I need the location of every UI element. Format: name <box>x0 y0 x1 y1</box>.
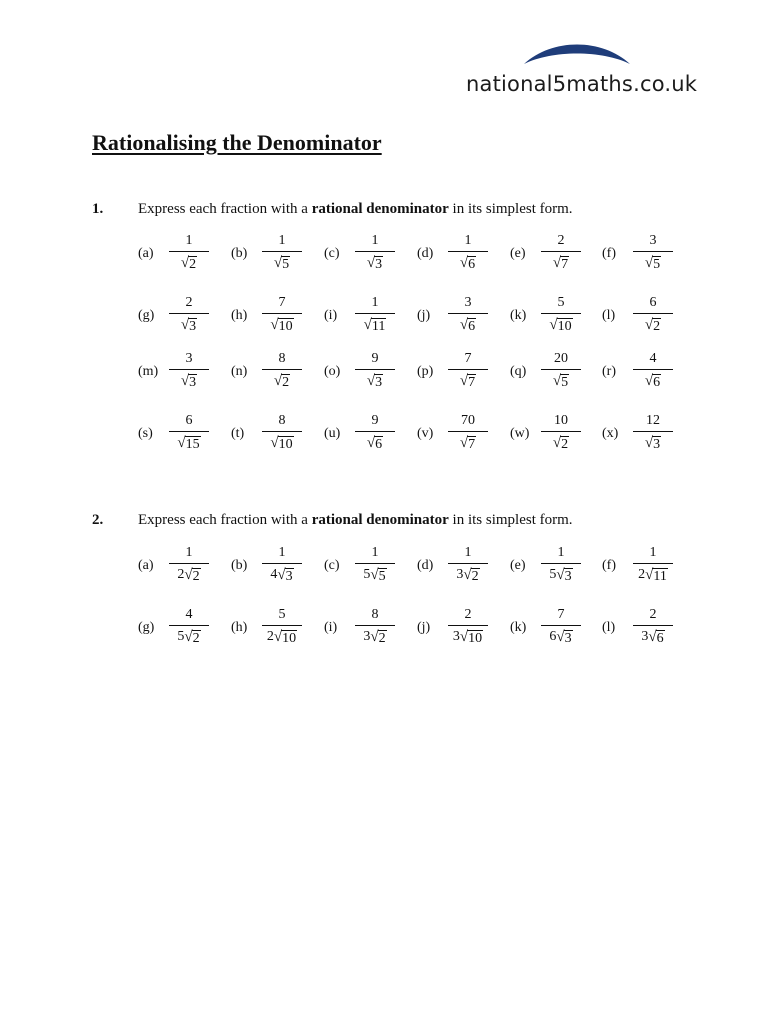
problem-label: (v) <box>417 426 434 441</box>
problem-label: (w) <box>510 426 530 441</box>
problem-label: (t) <box>231 426 245 441</box>
radicand: 3 <box>375 257 383 272</box>
instruction-text: in its simplest form. <box>448 512 573 528</box>
radicand: 7 <box>561 257 569 272</box>
denominator-coefficient: 3 <box>452 629 460 644</box>
problem-row <box>0 352 768 392</box>
fraction-numerator: 1 <box>371 295 379 310</box>
fraction <box>355 414 395 452</box>
fraction <box>633 296 673 334</box>
question-number: 2. <box>92 512 104 528</box>
fraction-numerator: 8 <box>278 413 286 428</box>
radical-sign-icon: √ <box>370 629 379 645</box>
fraction-numerator: 1 <box>557 545 565 560</box>
fraction <box>448 608 488 646</box>
radical-sign-icon: √ <box>366 435 376 451</box>
radical-sign-icon: √ <box>270 317 279 333</box>
radicand: 2 <box>378 631 386 646</box>
fraction-denominator <box>641 626 664 646</box>
radical-sign-icon: √ <box>552 373 562 389</box>
radical-sign-icon: √ <box>549 317 558 333</box>
problem-label: (x) <box>602 426 619 441</box>
square-root <box>645 436 661 452</box>
radicand: 10 <box>282 631 297 646</box>
fraction <box>633 608 673 646</box>
fraction-numerator: 1 <box>464 545 472 560</box>
fraction-denominator <box>181 370 197 390</box>
problem-label: (o) <box>324 364 341 379</box>
radical-sign-icon: √ <box>459 373 469 389</box>
radical-sign-icon: √ <box>463 567 472 583</box>
fraction-denominator <box>456 564 479 584</box>
denominator-coefficient: 3 <box>363 629 371 644</box>
radical-sign-icon: √ <box>459 317 469 333</box>
radical-sign-icon: √ <box>363 317 372 333</box>
radical-sign-icon: √ <box>270 435 279 451</box>
fraction-denominator <box>367 370 383 390</box>
radical-sign-icon: √ <box>644 255 654 271</box>
radical-sign-icon: √ <box>273 629 283 645</box>
square-root <box>553 374 569 390</box>
instruction-bold-text: rational denominator <box>311 201 449 217</box>
fraction-denominator <box>453 626 483 646</box>
square-root <box>270 318 293 334</box>
radicand: 2 <box>471 569 479 584</box>
radicand: 3 <box>564 569 572 584</box>
square-root <box>370 568 386 584</box>
square-root <box>645 318 661 334</box>
radicand: 6 <box>375 437 383 452</box>
problem-label: (g) <box>138 620 155 635</box>
denominator-coefficient: 4 <box>270 567 278 582</box>
denominator-coefficient: 5 <box>363 567 371 582</box>
radicand: 15 <box>185 437 200 452</box>
fraction <box>169 414 209 452</box>
fraction-denominator <box>638 564 668 584</box>
square-root <box>645 256 661 272</box>
radical-sign-icon: √ <box>366 373 376 389</box>
fraction-numerator: 7 <box>464 351 472 366</box>
problem-label: (q) <box>510 364 527 379</box>
fraction-numerator: 1 <box>278 545 286 560</box>
radicand: 2 <box>192 569 200 584</box>
square-root <box>460 436 476 452</box>
fraction-numerator: 2 <box>649 607 657 622</box>
fraction <box>541 296 581 334</box>
radical-sign-icon: √ <box>370 567 379 583</box>
fraction-denominator <box>549 564 572 584</box>
radical-sign-icon: √ <box>644 317 654 333</box>
fraction-numerator: 5 <box>278 607 286 622</box>
fraction-numerator: 7 <box>278 295 286 310</box>
fraction-numerator: 2 <box>185 295 193 310</box>
problem-label: (k) <box>510 620 527 635</box>
square-root <box>553 256 569 272</box>
problem-label: (e) <box>510 246 526 261</box>
problem-label: (b) <box>231 246 248 261</box>
fraction <box>448 546 488 584</box>
denominator-coefficient: 3 <box>456 567 464 582</box>
fraction-denominator <box>181 252 197 272</box>
fraction-numerator: 7 <box>557 607 565 622</box>
fraction-numerator: 12 <box>646 413 660 428</box>
fraction-denominator <box>177 626 200 646</box>
radicand: 7 <box>468 437 476 452</box>
fraction-numerator: 9 <box>371 351 379 366</box>
swoosh-logo-icon <box>522 44 632 66</box>
square-root <box>274 256 290 272</box>
fraction <box>169 352 209 390</box>
square-root <box>184 630 200 646</box>
fraction <box>262 352 302 390</box>
square-root <box>645 374 661 390</box>
fraction <box>262 296 302 334</box>
fraction-denominator <box>177 432 200 452</box>
radical-sign-icon: √ <box>277 567 286 583</box>
problem-label: (h) <box>231 308 248 323</box>
problem-label: (h) <box>231 620 248 635</box>
problem-label: (c) <box>324 558 340 573</box>
square-root <box>645 568 668 584</box>
fraction-numerator: 6 <box>649 295 657 310</box>
square-root <box>370 630 386 646</box>
fraction-denominator <box>270 564 293 584</box>
fraction <box>541 608 581 646</box>
fraction-numerator: 3 <box>185 351 193 366</box>
fraction-denominator <box>181 314 197 334</box>
denominator-coefficient: 5 <box>177 629 185 644</box>
radicand: 10 <box>278 319 293 334</box>
denominator-coefficient: 2 <box>177 567 185 582</box>
square-root <box>556 630 572 646</box>
fraction-numerator: 2 <box>557 233 565 248</box>
fraction-numerator: 4 <box>649 351 657 366</box>
instruction-bold-text: rational denominator <box>311 512 449 528</box>
fraction-denominator <box>645 252 661 272</box>
denominator-coefficient: 6 <box>549 629 557 644</box>
radicand: 3 <box>653 437 661 452</box>
radical-sign-icon: √ <box>273 255 283 271</box>
radical-sign-icon: √ <box>556 567 565 583</box>
radicand: 2 <box>653 319 661 334</box>
fraction-numerator: 1 <box>464 233 472 248</box>
fraction-denominator <box>460 252 476 272</box>
fraction <box>448 352 488 390</box>
fraction-numerator: 3 <box>464 295 472 310</box>
problem-label: (n) <box>231 364 248 379</box>
page-title: Rationalising the Denominator <box>92 130 382 155</box>
radical-sign-icon: √ <box>180 317 190 333</box>
radical-sign-icon: √ <box>180 373 190 389</box>
fraction-numerator: 1 <box>278 233 286 248</box>
fraction-denominator <box>274 252 290 272</box>
square-root <box>274 630 297 646</box>
fraction <box>633 546 673 584</box>
radicand: 11 <box>653 569 667 584</box>
problem-label: (a) <box>138 246 154 261</box>
fraction-denominator <box>549 314 572 334</box>
radicand: 2 <box>192 631 200 646</box>
radicand: 6 <box>468 319 476 334</box>
square-root <box>177 436 200 452</box>
radicand: 2 <box>189 257 197 272</box>
radical-sign-icon: √ <box>556 629 565 645</box>
radicand: 5 <box>378 569 386 584</box>
problem-label: (f) <box>602 246 616 261</box>
denominator-coefficient: 2 <box>638 567 646 582</box>
site-name: national5maths.co.uk <box>466 72 698 96</box>
problem-label: (r) <box>602 364 616 379</box>
radicand: 5 <box>653 257 661 272</box>
radicand: 6 <box>656 631 664 646</box>
instruction-text: Express each fraction with a <box>138 201 312 217</box>
square-root <box>463 568 479 584</box>
instruction-text: Express each fraction with a <box>138 512 312 528</box>
radical-sign-icon: √ <box>180 255 190 271</box>
radical-sign-icon: √ <box>552 435 562 451</box>
fraction <box>633 234 673 272</box>
fraction-denominator <box>645 314 661 334</box>
problem-label: (l) <box>602 620 616 635</box>
fraction-denominator <box>274 370 290 390</box>
square-root <box>181 374 197 390</box>
question-instruction <box>138 512 573 529</box>
fraction-denominator <box>645 370 661 390</box>
radicand: 5 <box>282 257 290 272</box>
denominator-coefficient: 5 <box>549 567 557 582</box>
fraction-numerator: 1 <box>185 233 193 248</box>
fraction-denominator <box>270 314 293 334</box>
radicand: 10 <box>468 631 483 646</box>
fraction <box>355 352 395 390</box>
square-root <box>181 318 197 334</box>
square-root <box>274 374 290 390</box>
radicand: 6 <box>468 257 476 272</box>
radical-sign-icon: √ <box>184 629 193 645</box>
denominator-coefficient: 3 <box>641 629 649 644</box>
fraction-denominator <box>367 432 383 452</box>
fraction-denominator <box>645 432 661 452</box>
square-root <box>549 318 572 334</box>
radical-sign-icon: √ <box>177 435 186 451</box>
fraction <box>169 608 209 646</box>
fraction-numerator: 3 <box>649 233 657 248</box>
radical-sign-icon: √ <box>184 567 193 583</box>
radicand: 11 <box>371 319 386 334</box>
problem-label: (m) <box>138 364 159 379</box>
fraction <box>541 352 581 390</box>
fraction <box>633 352 673 390</box>
fraction <box>169 234 209 272</box>
problem-label: (p) <box>417 364 434 379</box>
site-logo <box>462 44 702 100</box>
problem-label: (a) <box>138 558 154 573</box>
fraction-numerator: 9 <box>371 413 379 428</box>
radical-sign-icon: √ <box>648 629 657 645</box>
square-root <box>460 318 476 334</box>
fraction <box>541 234 581 272</box>
fraction-numerator: 1 <box>185 545 193 560</box>
square-root <box>556 568 572 584</box>
radicand: 10 <box>278 437 293 452</box>
fraction <box>262 414 302 452</box>
radicand: 3 <box>285 569 293 584</box>
fraction-denominator <box>267 626 297 646</box>
fraction <box>448 414 488 452</box>
radicand: 2 <box>561 437 569 452</box>
problem-label: (b) <box>231 558 248 573</box>
square-root <box>364 318 387 334</box>
fraction-numerator: 4 <box>185 607 193 622</box>
problem-label: (d) <box>417 246 434 261</box>
radical-sign-icon: √ <box>552 255 562 271</box>
problem-label: (i) <box>324 620 338 635</box>
fraction-denominator <box>177 564 200 584</box>
radicand: 7 <box>468 375 476 390</box>
fraction-numerator: 1 <box>371 233 379 248</box>
square-root <box>648 630 664 646</box>
fraction-numerator: 8 <box>278 351 286 366</box>
radicand: 3 <box>564 631 572 646</box>
radical-sign-icon: √ <box>459 435 469 451</box>
problem-label: (k) <box>510 308 527 323</box>
fraction <box>262 608 302 646</box>
square-root <box>367 256 383 272</box>
radicand: 10 <box>557 319 572 334</box>
fraction-denominator <box>553 370 569 390</box>
fraction <box>541 546 581 584</box>
fraction-denominator <box>364 314 387 334</box>
radical-sign-icon: √ <box>459 255 469 271</box>
fraction <box>355 296 395 334</box>
fraction-numerator: 10 <box>554 413 568 428</box>
problem-label: (j) <box>417 620 431 635</box>
problem-row <box>0 414 768 454</box>
problem-label: (e) <box>510 558 526 573</box>
radical-sign-icon: √ <box>644 373 654 389</box>
fraction <box>262 546 302 584</box>
radicand: 3 <box>375 375 383 390</box>
fraction-denominator <box>363 564 386 584</box>
fraction <box>541 414 581 452</box>
radicand: 3 <box>189 319 197 334</box>
problem-label: (c) <box>324 246 340 261</box>
square-root <box>460 256 476 272</box>
problem-label: (s) <box>138 426 153 441</box>
fraction-denominator <box>460 370 476 390</box>
fraction-denominator <box>270 432 293 452</box>
radicand: 2 <box>282 375 290 390</box>
radical-sign-icon: √ <box>645 567 654 583</box>
radical-sign-icon: √ <box>644 435 654 451</box>
question-number: 1. <box>92 201 104 217</box>
fraction-numerator: 6 <box>185 413 193 428</box>
square-root <box>367 374 383 390</box>
problem-label: (g) <box>138 308 155 323</box>
problem-label: (l) <box>602 308 616 323</box>
square-root <box>553 436 569 452</box>
question-instruction <box>138 201 573 218</box>
fraction <box>355 608 395 646</box>
radical-sign-icon: √ <box>459 629 469 645</box>
problem-label: (f) <box>602 558 616 573</box>
fraction-denominator <box>549 626 572 646</box>
problem-row <box>0 608 768 648</box>
radicand: 3 <box>189 375 197 390</box>
problem-label: (d) <box>417 558 434 573</box>
fraction <box>169 546 209 584</box>
problem-label: (j) <box>417 308 431 323</box>
square-root <box>460 374 476 390</box>
denominator-coefficient: 2 <box>266 629 274 644</box>
problem-label: (i) <box>324 308 338 323</box>
fraction-denominator <box>553 432 569 452</box>
square-root <box>460 630 483 646</box>
fraction <box>262 234 302 272</box>
fraction-denominator <box>363 626 386 646</box>
instruction-text: in its simplest form. <box>448 201 573 217</box>
square-root <box>270 436 293 452</box>
fraction <box>633 414 673 452</box>
radical-sign-icon: √ <box>273 373 283 389</box>
fraction-numerator: 8 <box>371 607 379 622</box>
fraction-numerator: 70 <box>461 413 475 428</box>
problem-row <box>0 234 768 274</box>
square-root <box>181 256 197 272</box>
radicand: 5 <box>561 375 569 390</box>
problem-row <box>0 296 768 336</box>
fraction <box>355 234 395 272</box>
fraction-denominator <box>460 314 476 334</box>
fraction-numerator: 1 <box>649 545 657 560</box>
square-root <box>367 436 383 452</box>
fraction-numerator: 20 <box>554 351 568 366</box>
square-root <box>184 568 200 584</box>
fraction-denominator <box>553 252 569 272</box>
problem-row <box>0 546 768 586</box>
fraction <box>448 234 488 272</box>
fraction-numerator: 2 <box>464 607 472 622</box>
fraction-denominator <box>367 252 383 272</box>
fraction-denominator <box>460 432 476 452</box>
fraction <box>448 296 488 334</box>
square-root <box>277 568 293 584</box>
fraction <box>355 546 395 584</box>
radicand: 6 <box>653 375 661 390</box>
problem-label: (u) <box>324 426 341 441</box>
fraction-numerator: 5 <box>557 295 565 310</box>
radical-sign-icon: √ <box>366 255 376 271</box>
fraction-numerator: 1 <box>371 545 379 560</box>
fraction <box>169 296 209 334</box>
